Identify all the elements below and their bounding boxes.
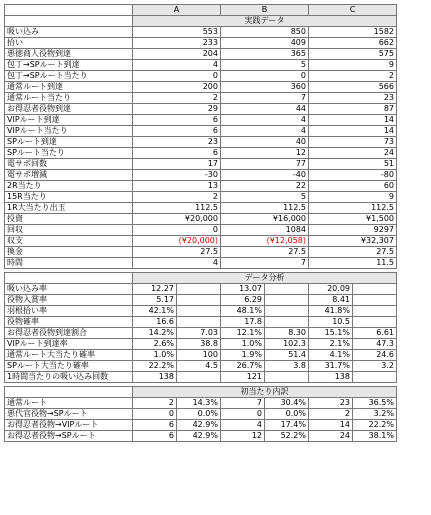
value-cell[interactable]: 27.5 xyxy=(221,247,309,258)
value-cell[interactable]: 5 xyxy=(221,192,309,203)
value-cell[interactable]: 204 xyxy=(133,49,221,60)
value-cell[interactable]: 0 xyxy=(133,409,177,420)
row-label[interactable]: VIPルート到達 xyxy=(5,115,133,126)
row-label[interactable]: SPルート大当たり確率 xyxy=(5,361,133,372)
value-cell[interactable]: 24.6 xyxy=(353,350,397,361)
section-header[interactable]: 初当たり内訳 xyxy=(133,387,397,398)
table-row xyxy=(5,126,397,137)
value-cell[interactable]: 7 xyxy=(221,398,265,409)
value-cell[interactable]: 3.2 xyxy=(353,361,397,372)
row-label[interactable]: 時間 xyxy=(5,258,133,269)
table-row xyxy=(5,225,397,236)
value-cell[interactable]: 4 xyxy=(221,115,309,126)
value-cell[interactable] xyxy=(177,284,221,295)
corner-cell[interactable] xyxy=(5,273,133,284)
value-cell[interactable] xyxy=(177,317,221,328)
value-cell[interactable]: 44 xyxy=(221,104,309,115)
value-cell[interactable]: 9 xyxy=(309,192,397,203)
value-cell[interactable]: -30 xyxy=(133,170,221,181)
table-row xyxy=(5,350,397,361)
value-cell[interactable]: 11.5 xyxy=(309,258,397,269)
table-row xyxy=(5,181,397,192)
value-cell[interactable]: 22.2% xyxy=(133,361,177,372)
value-cell[interactable] xyxy=(353,284,397,295)
value-cell[interactable]: 4 xyxy=(133,258,221,269)
value-cell[interactable]: 14.2% xyxy=(133,328,177,339)
row-label[interactable]: 通常ルート xyxy=(5,398,133,409)
value-cell[interactable]: 17.8 xyxy=(221,317,265,328)
value-cell[interactable]: 3.8 xyxy=(265,361,309,372)
value-cell[interactable] xyxy=(265,306,309,317)
table-row xyxy=(5,214,397,225)
row-label[interactable]: 悪徳商人役物到達 xyxy=(5,49,133,60)
row-label[interactable]: 包丁→SPルート到達 xyxy=(5,60,133,71)
row-label[interactable]: 電サポ回数 xyxy=(5,159,133,170)
data-table xyxy=(4,4,397,442)
row-label[interactable]: 通常ルート到達 xyxy=(5,82,133,93)
row-label[interactable]: 収支 xyxy=(5,236,133,247)
value-cell[interactable]: 5.17 xyxy=(133,295,177,306)
row-label[interactable]: 投資 xyxy=(5,214,133,225)
value-cell[interactable] xyxy=(353,295,397,306)
value-cell[interactable]: ¥20,000 xyxy=(133,214,221,225)
section-header-row xyxy=(5,273,397,284)
value-cell[interactable]: 13.07 xyxy=(221,284,265,295)
table-row xyxy=(5,372,397,383)
value-cell[interactable]: 27.5 xyxy=(133,247,221,258)
value-cell[interactable]: 8.30 xyxy=(265,328,309,339)
value-cell[interactable]: 2.1% xyxy=(309,339,353,350)
value-cell[interactable]: 6 xyxy=(133,115,221,126)
value-cell[interactable]: 24 xyxy=(309,148,397,159)
table-row xyxy=(5,38,397,49)
corner-cell[interactable] xyxy=(5,387,133,398)
value-cell[interactable]: -40 xyxy=(221,170,309,181)
value-cell[interactable] xyxy=(265,295,309,306)
value-cell[interactable]: 138 xyxy=(309,372,353,383)
value-cell[interactable]: (¥20,000) xyxy=(133,236,221,247)
value-cell[interactable] xyxy=(265,317,309,328)
value-cell[interactable]: 23 xyxy=(309,398,353,409)
value-cell[interactable]: 8.41 xyxy=(309,295,353,306)
row-label[interactable]: 役物確率 xyxy=(5,317,133,328)
value-cell[interactable]: 850 xyxy=(221,27,309,38)
table-row xyxy=(5,247,397,258)
table-row xyxy=(5,284,397,295)
row-label[interactable]: お得忍者役物到達 xyxy=(5,104,133,115)
value-cell[interactable]: 12 xyxy=(221,431,265,442)
table-row xyxy=(5,148,397,159)
value-cell[interactable]: 14 xyxy=(309,115,397,126)
value-cell[interactable]: 16.6 xyxy=(133,317,177,328)
value-cell[interactable]: 365 xyxy=(221,49,309,60)
table-row xyxy=(5,295,397,306)
value-cell[interactable]: 12 xyxy=(221,148,309,159)
value-cell[interactable]: 6 xyxy=(133,420,177,431)
value-cell[interactable]: 7 xyxy=(221,258,309,269)
row-label[interactable]: お得忍者役物→SPルート xyxy=(5,431,133,442)
value-cell[interactable] xyxy=(265,284,309,295)
corner-cell[interactable] xyxy=(5,16,133,27)
section-header[interactable]: データ分析 xyxy=(133,273,397,284)
value-cell[interactable]: 1084 xyxy=(221,225,309,236)
row-label[interactable]: VIPルート到達率 xyxy=(5,339,133,350)
table-row xyxy=(5,49,397,60)
value-cell[interactable]: 22.2% xyxy=(353,420,397,431)
value-cell[interactable]: 200 xyxy=(133,82,221,93)
value-cell[interactable] xyxy=(177,306,221,317)
value-cell[interactable]: 38.1% xyxy=(353,431,397,442)
value-cell[interactable]: 12.27 xyxy=(133,284,177,295)
value-cell[interactable]: 1.9% xyxy=(221,350,265,361)
value-cell[interactable]: 47.3 xyxy=(353,339,397,350)
value-cell[interactable] xyxy=(353,306,397,317)
row-label[interactable]: 電サポ増減 xyxy=(5,170,133,181)
table-row xyxy=(5,115,397,126)
value-cell[interactable]: 2 xyxy=(133,398,177,409)
value-cell[interactable]: 7 xyxy=(221,93,309,104)
table-row xyxy=(5,258,397,269)
table-row xyxy=(5,361,397,372)
value-cell[interactable]: 2.6% xyxy=(133,339,177,350)
value-cell[interactable]: 7.03 xyxy=(177,328,221,339)
row-label[interactable]: 拾い xyxy=(5,38,133,49)
value-cell[interactable]: 27.5 xyxy=(309,247,397,258)
value-cell[interactable]: 17 xyxy=(133,159,221,170)
value-cell[interactable]: 0 xyxy=(221,71,309,82)
value-cell[interactable]: 24 xyxy=(309,431,353,442)
value-cell[interactable]: 102.3 xyxy=(265,339,309,350)
value-cell[interactable]: 1.0% xyxy=(133,350,177,361)
value-cell[interactable]: 51.4 xyxy=(265,350,309,361)
table-row xyxy=(5,137,397,148)
value-cell[interactable]: 22 xyxy=(221,181,309,192)
value-cell[interactable]: 20.09 xyxy=(309,284,353,295)
table-row xyxy=(5,159,397,170)
value-cell[interactable]: 12.1% xyxy=(221,328,265,339)
row-label[interactable]: 1R大当たり出玉 xyxy=(5,203,133,214)
row-label[interactable]: 役物入賞率 xyxy=(5,295,133,306)
value-cell[interactable]: 36.5% xyxy=(353,398,397,409)
value-cell[interactable]: 26.7% xyxy=(221,361,265,372)
value-cell[interactable]: 6.61 xyxy=(353,328,397,339)
value-cell[interactable]: ¥1,500 xyxy=(309,214,397,225)
table-row xyxy=(5,398,397,409)
value-cell[interactable]: 121 xyxy=(221,372,265,383)
value-cell[interactable]: 30.4% xyxy=(265,398,309,409)
column-header-row xyxy=(5,5,397,16)
table-row xyxy=(5,306,397,317)
value-cell[interactable]: 6 xyxy=(133,126,221,137)
table-row xyxy=(5,93,397,104)
value-cell[interactable]: 360 xyxy=(221,82,309,93)
value-cell[interactable]: 1.0% xyxy=(221,339,265,350)
row-label[interactable]: 2R当たり xyxy=(5,181,133,192)
row-label[interactable]: お得忍者役物到達割合 xyxy=(5,328,133,339)
value-cell[interactable]: 4.5 xyxy=(177,361,221,372)
column-header[interactable]: C xyxy=(309,5,397,16)
row-label[interactable]: SPルート到達 xyxy=(5,137,133,148)
value-cell[interactable] xyxy=(177,372,221,383)
table-row xyxy=(5,409,397,420)
value-cell[interactable]: 4 xyxy=(221,420,265,431)
value-cell[interactable]: 233 xyxy=(133,38,221,49)
value-cell[interactable]: 138 xyxy=(133,372,177,383)
value-cell[interactable]: 9 xyxy=(309,60,397,71)
value-cell[interactable]: 41.8% xyxy=(309,306,353,317)
value-cell[interactable]: 0 xyxy=(133,71,221,82)
column-header[interactable]: A xyxy=(133,5,221,16)
value-cell[interactable]: ¥16,000 xyxy=(221,214,309,225)
value-cell[interactable] xyxy=(265,372,309,383)
row-label[interactable]: 包丁→SPルート当たり xyxy=(5,71,133,82)
value-cell[interactable]: 6 xyxy=(133,148,221,159)
value-cell[interactable]: 553 xyxy=(133,27,221,38)
value-cell[interactable]: 575 xyxy=(309,49,397,60)
value-cell[interactable]: 23 xyxy=(133,137,221,148)
row-label[interactable]: 1時間当たりの吸い込み回数 xyxy=(5,372,133,383)
value-cell[interactable]: 6 xyxy=(133,431,177,442)
table-row xyxy=(5,203,397,214)
value-cell[interactable]: 87 xyxy=(309,104,397,115)
value-cell[interactable]: 77 xyxy=(221,159,309,170)
value-cell[interactable] xyxy=(353,372,397,383)
row-label[interactable]: 通常ルート大当たり確率 xyxy=(5,350,133,361)
spreadsheet xyxy=(4,4,397,442)
row-label[interactable]: 換金 xyxy=(5,247,133,258)
table-row xyxy=(5,82,397,93)
row-label[interactable]: 吸い込み xyxy=(5,27,133,38)
row-label[interactable]: 回収 xyxy=(5,225,133,236)
value-cell[interactable]: 17.4% xyxy=(265,420,309,431)
value-cell[interactable]: 4.1% xyxy=(309,350,353,361)
table-row xyxy=(5,104,397,115)
value-cell[interactable]: 0 xyxy=(133,225,221,236)
value-cell[interactable]: (¥12,058) xyxy=(221,236,309,247)
row-label[interactable]: 悪代官役物→SPルート xyxy=(5,409,133,420)
value-cell[interactable]: 662 xyxy=(309,38,397,49)
value-cell[interactable]: 42.9% xyxy=(177,431,221,442)
value-cell[interactable]: ¥32,307 xyxy=(309,236,397,247)
value-cell[interactable]: 38.8 xyxy=(177,339,221,350)
row-label[interactable]: VIPルート当たり xyxy=(5,126,133,137)
value-cell[interactable]: 73 xyxy=(309,137,397,148)
value-cell[interactable]: 566 xyxy=(309,82,397,93)
value-cell[interactable] xyxy=(177,295,221,306)
table-row xyxy=(5,431,397,442)
value-cell[interactable]: 51 xyxy=(309,159,397,170)
value-cell[interactable]: 14.3% xyxy=(177,398,221,409)
value-cell[interactable]: 0 xyxy=(221,409,265,420)
table-row xyxy=(5,71,397,82)
value-cell[interactable]: -80 xyxy=(309,170,397,181)
table-row xyxy=(5,236,397,247)
value-cell[interactable]: 112.5 xyxy=(221,203,309,214)
value-cell[interactable]: 409 xyxy=(221,38,309,49)
table-row xyxy=(5,27,397,38)
value-cell[interactable]: 29 xyxy=(133,104,221,115)
table-row xyxy=(5,60,397,71)
table-row xyxy=(5,317,397,328)
row-label[interactable]: お得忍者役物→VIPルート xyxy=(5,420,133,431)
value-cell[interactable]: 9297 xyxy=(309,225,397,236)
table-row xyxy=(5,339,397,350)
row-label[interactable]: 吸い込み率 xyxy=(5,284,133,295)
value-cell[interactable]: 14 xyxy=(309,126,397,137)
value-cell[interactable]: 23 xyxy=(309,93,397,104)
value-cell[interactable]: 2 xyxy=(133,192,221,203)
value-cell[interactable]: 4 xyxy=(133,60,221,71)
value-cell[interactable]: 52.2% xyxy=(265,431,309,442)
value-cell[interactable]: 0.0% xyxy=(265,409,309,420)
value-cell[interactable]: 40 xyxy=(221,137,309,148)
value-cell[interactable]: 2 xyxy=(133,93,221,104)
corner-cell[interactable] xyxy=(5,5,133,16)
table-row xyxy=(5,192,397,203)
value-cell[interactable]: 1582 xyxy=(309,27,397,38)
value-cell[interactable]: 42.1% xyxy=(133,306,177,317)
row-label[interactable]: SPルート当たり xyxy=(5,148,133,159)
value-cell[interactable]: 14 xyxy=(309,420,353,431)
value-cell[interactable]: 100 xyxy=(177,350,221,361)
value-cell[interactable]: 112.5 xyxy=(309,203,397,214)
value-cell[interactable]: 4 xyxy=(221,126,309,137)
value-cell[interactable]: 0.0% xyxy=(177,409,221,420)
table-row xyxy=(5,328,397,339)
section-header-row xyxy=(5,387,397,398)
row-label[interactable]: 羽根拾い率 xyxy=(5,306,133,317)
table-row xyxy=(5,170,397,181)
value-cell[interactable]: 31.7% xyxy=(309,361,353,372)
value-cell[interactable]: 5 xyxy=(221,60,309,71)
value-cell[interactable]: 2 xyxy=(309,409,353,420)
table-row xyxy=(5,420,397,431)
value-cell[interactable] xyxy=(353,317,397,328)
row-label[interactable]: 15R当たり xyxy=(5,192,133,203)
value-cell[interactable]: 2 xyxy=(309,71,397,82)
row-label[interactable]: 通常ルート当たり xyxy=(5,93,133,104)
value-cell[interactable]: 13 xyxy=(133,181,221,192)
value-cell[interactable]: 10.5 xyxy=(309,317,353,328)
value-cell[interactable]: 15.1% xyxy=(309,328,353,339)
section-header-row xyxy=(5,16,397,27)
section-header[interactable]: 実践データ xyxy=(133,16,397,27)
value-cell[interactable]: 112.5 xyxy=(133,203,221,214)
value-cell[interactable]: 3.2% xyxy=(353,409,397,420)
value-cell[interactable]: 42.9% xyxy=(177,420,221,431)
column-header[interactable]: B xyxy=(221,5,309,16)
value-cell[interactable]: 60 xyxy=(309,181,397,192)
value-cell[interactable]: 6.29 xyxy=(221,295,265,306)
value-cell[interactable]: 48.1% xyxy=(221,306,265,317)
